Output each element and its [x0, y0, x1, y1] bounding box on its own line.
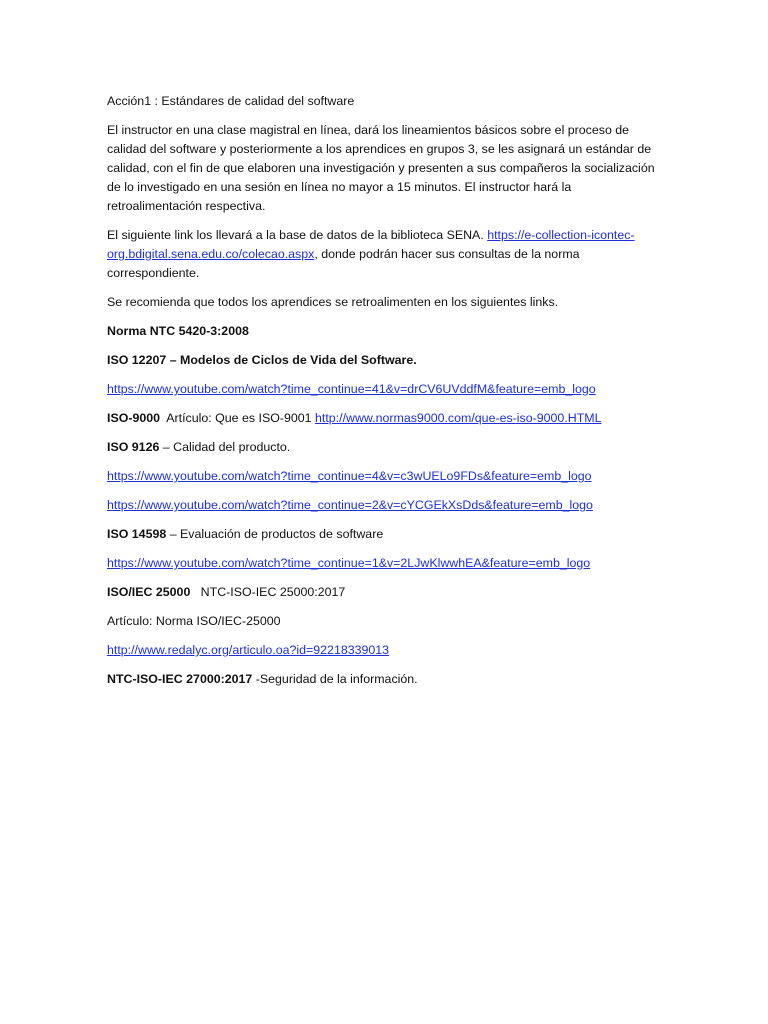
iso-12207-link-row: [107, 380, 668, 399]
iso-25000-article: Artículo: Norma ISO/IEC-25000: [107, 614, 281, 628]
iso-14598-code: ISO 14598: [107, 527, 167, 541]
iso-9126-link-2[interactable]: https://www.youtube.com/watch?time_continue=2&v=cYCGEkXsDds&feature=emb_logo: [107, 498, 593, 512]
redalyc-link-row: [107, 641, 668, 660]
iso-9126-code: ISO 9126: [107, 440, 160, 454]
library-text-before: El siguiente link los llevará a la base de datos de la biblioteca SENA.: [107, 228, 488, 242]
iso-12207-text: – Modelos de Ciclos de Vida del Software.: [166, 353, 417, 367]
iso-9000-text: Artículo: Que es ISO-9001: [160, 411, 316, 425]
intro-paragraph: El instructor en una clase magistral en línea, dará los lineamientos básicos sobre el proceso de calidad del software y posteriormente a los aprendices en grupos 3, se les asignará un estándar de calidad, con el fin de que elaboren una investigación y presenten a sus compañeros la socialización de lo investigado en una sesión en línea no mayor a 15 minutos. El instructor hará la retroalimentación respectiva.: [107, 123, 655, 213]
library-link[interactable]: https://e-collection-icontec-org.bdigital.sena.edu.co/colecao.aspx: [107, 228, 635, 261]
iso-27000-heading: [107, 670, 668, 689]
iso-9126-link-row-2: [107, 496, 668, 515]
ntc-5420-heading: Norma NTC 5420-3:2008: [107, 324, 249, 338]
iso-9000-code: ISO-9000: [107, 411, 161, 425]
iso-25000-text: NTC-ISO-IEC 25000:2017: [190, 585, 346, 599]
iso-14598-heading: [107, 525, 668, 544]
library-paragraph: [107, 226, 668, 283]
iso-9126-heading: [107, 438, 668, 457]
iso-12207-code: ISO 12207: [107, 353, 167, 367]
recommendation-paragraph: Se recomienda que todos los aprendices se retroalimenten en los siguientes links.: [107, 295, 559, 309]
iso-25000-code: ISO/IEC 25000: [107, 585, 191, 599]
iso-14598-link-row: [107, 554, 668, 573]
iso-9000-row: [107, 409, 668, 428]
iso-9126-link-1[interactable]: https://www.youtube.com/watch?time_continue=4&v=c3wUELo9FDs&feature=emb_logo: [107, 469, 592, 483]
iso-27000-code: NTC-ISO-IEC 27000:2017: [107, 672, 253, 686]
redalyc-link[interactable]: http://www.redalyc.org/articulo.oa?id=92218339013: [107, 643, 390, 657]
iso-27000-text: -Seguridad de la información.: [252, 672, 418, 686]
iso-12207-heading: [107, 351, 668, 370]
iso-9126-text: – Calidad del producto.: [159, 440, 291, 454]
iso-25000-heading: [107, 583, 668, 602]
library-text-after: , donde podrán hacer sus consultas de la norma correspondiente.: [107, 247, 580, 280]
iso-14598-text: – Evaluación de productos de software: [166, 527, 384, 541]
iso-12207-link[interactable]: https://www.youtube.com/watch?time_continue=41&v=drCV6UVddfM&feature=emb_logo: [107, 382, 596, 396]
iso-14598-link[interactable]: https://www.youtube.com/watch?time_continue=1&v=2LJwKlwwhEA&feature=emb_logo: [107, 556, 591, 570]
iso-9000-link[interactable]: http://www.normas9000.com/que-es-iso-9000.HTML: [315, 411, 602, 425]
document-title: Acción1 : Estándares de calidad del software: [107, 94, 355, 108]
iso-9126-link-row-1: [107, 467, 668, 486]
